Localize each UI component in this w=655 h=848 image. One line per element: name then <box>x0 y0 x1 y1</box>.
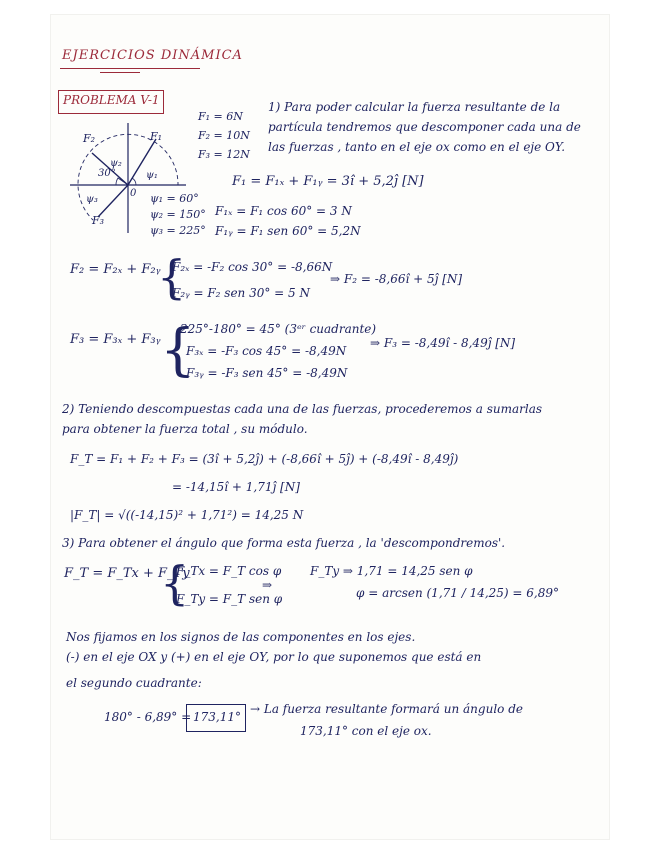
angle-calculation: 180° - 6,89° = <box>104 710 192 724</box>
page-title: EJERCICIOS DINÁMICA <box>62 48 243 63</box>
ft-decomposition: F_T = F_Tx + F_Ty <box>64 566 190 581</box>
conclusion-line1: Nos fijamos en los signos de las componentes en los ejes. <box>66 630 416 644</box>
f3y-equation: F₃ᵧ = -F₃ sen 45° = -8,49N <box>186 366 348 380</box>
f1y-equation: F₁ᵧ = F₁ sen 60° = 5,2N <box>215 224 361 238</box>
problem-label: PROBLEMA V-1 <box>63 93 160 107</box>
diagram-origin-label: 0 <box>130 188 137 199</box>
f2-decomposition: F₂ = F₂ₓ + F₂ᵧ <box>70 262 161 277</box>
step3-line: 3) Para obtener el ángulo que forma esta fuerza , la 'descompondremos'. <box>62 536 506 550</box>
step3-arrow: ⇒ <box>262 578 273 592</box>
given-f2: F₂ = 10N <box>198 129 250 142</box>
diagram-f3-label: F₃ <box>92 214 105 227</box>
f3-brace: { <box>160 318 196 383</box>
f2x-equation: F₂ₓ = -F₂ cos 30° = -8,66N <box>172 260 333 274</box>
f2y-equation: F₂ᵧ = F₂ sen 30° = 5 N <box>172 286 310 300</box>
step2-line2: para obtener la fuerza total , su módulo. <box>62 422 308 436</box>
total-force-result: = -14,15î + 1,71ĵ [N] <box>172 480 300 494</box>
sen-equation: F_Ty ⇒ 1,71 = 14,25 sen φ <box>310 564 473 578</box>
title-underline <box>60 68 200 69</box>
ft-brace: { <box>160 556 190 610</box>
angle-psi2: ψ₂ = 150° <box>150 208 206 221</box>
f2-brace: { <box>157 250 187 304</box>
total-force-sum: F_T = F₁ + F₂ + F₃ = (3î + 5,2ĵ) + (-8,66î + 5ĵ) + (-8,49î - 8,49ĵ) <box>70 452 459 466</box>
arcsen-equation: φ = arcsen (1,71 / 14,25) = 6,89° <box>356 586 560 600</box>
f1x-equation: F₁ₓ = F₁ cos 60° = 3 N <box>215 204 352 218</box>
fty-equation: F_Ty = F_T sen φ <box>176 592 283 606</box>
angle-psi1: ψ₁ = 60° <box>150 192 199 205</box>
f3-decomposition: F₃ = F₃ₓ + F₃ᵧ <box>70 332 161 347</box>
step1-line2: partícula tendremos que descomponer cada una de <box>268 120 581 134</box>
result-angle: 173,11° <box>193 710 241 724</box>
f1-decomposition: F₁ = F₁ₓ + F₁ᵧ = 3î + 5,2ĵ [N] <box>232 174 424 189</box>
f3-angle-note: 225°-180° = 45° (3ᵉʳ cuadrante) <box>180 322 377 336</box>
step2-line1: 2) Teniendo descompuestas cada una de las fuerzas, procederemos a sumarlas <box>62 402 543 416</box>
given-f3: F₃ = 12N <box>198 148 250 161</box>
step1-line1: 1) Para poder calcular la fuerza resultante de la <box>268 100 561 114</box>
force-diagram <box>58 115 193 240</box>
f3-vector <box>98 185 128 217</box>
title-underline-2 <box>100 72 140 73</box>
diagram-f1-label: F₁ <box>150 130 163 143</box>
step1-line3: las fuerzas , tanto en el eje ox como en el eje OY. <box>268 140 566 154</box>
diagram-psi2-label: ψ₂ <box>110 158 122 169</box>
diagram-psi1-label: ψ₁ <box>146 170 158 181</box>
f3-result: ⇒ F₃ = -8,49î - 8,49ĵ [N] <box>370 336 516 350</box>
given-f1: F₁ = 6N <box>198 110 243 123</box>
f2-result: ⇒ F₂ = -8,66î + 5ĵ [N] <box>330 272 463 286</box>
total-force-modulus: |F_T| = √((-14,15)² + 1,71²) = 14,25 N <box>70 508 304 522</box>
ftx-equation: F_Tx = F_T cos φ <box>176 564 282 578</box>
conclusion-line2: (-) en el eje OX y (+) en el eje OY, por lo que suponemos que está en <box>66 650 482 664</box>
diagram-f2-label: F₂ <box>83 132 96 145</box>
conclusion-line3: el segundo cuadrante: <box>66 676 202 690</box>
diagram-psi3-label: ψ₃ <box>86 194 98 205</box>
final-statement-2: 173,11° con el eje ox. <box>300 724 432 738</box>
diagram-30-label: 30° <box>98 168 116 179</box>
angle-psi3: ψ₃ = 225° <box>150 224 206 237</box>
f3x-equation: F₃ₓ = -F₃ cos 45° = -8,49N <box>186 344 347 358</box>
final-statement-1: → La fuerza resultante formará un ángulo de <box>250 702 523 716</box>
